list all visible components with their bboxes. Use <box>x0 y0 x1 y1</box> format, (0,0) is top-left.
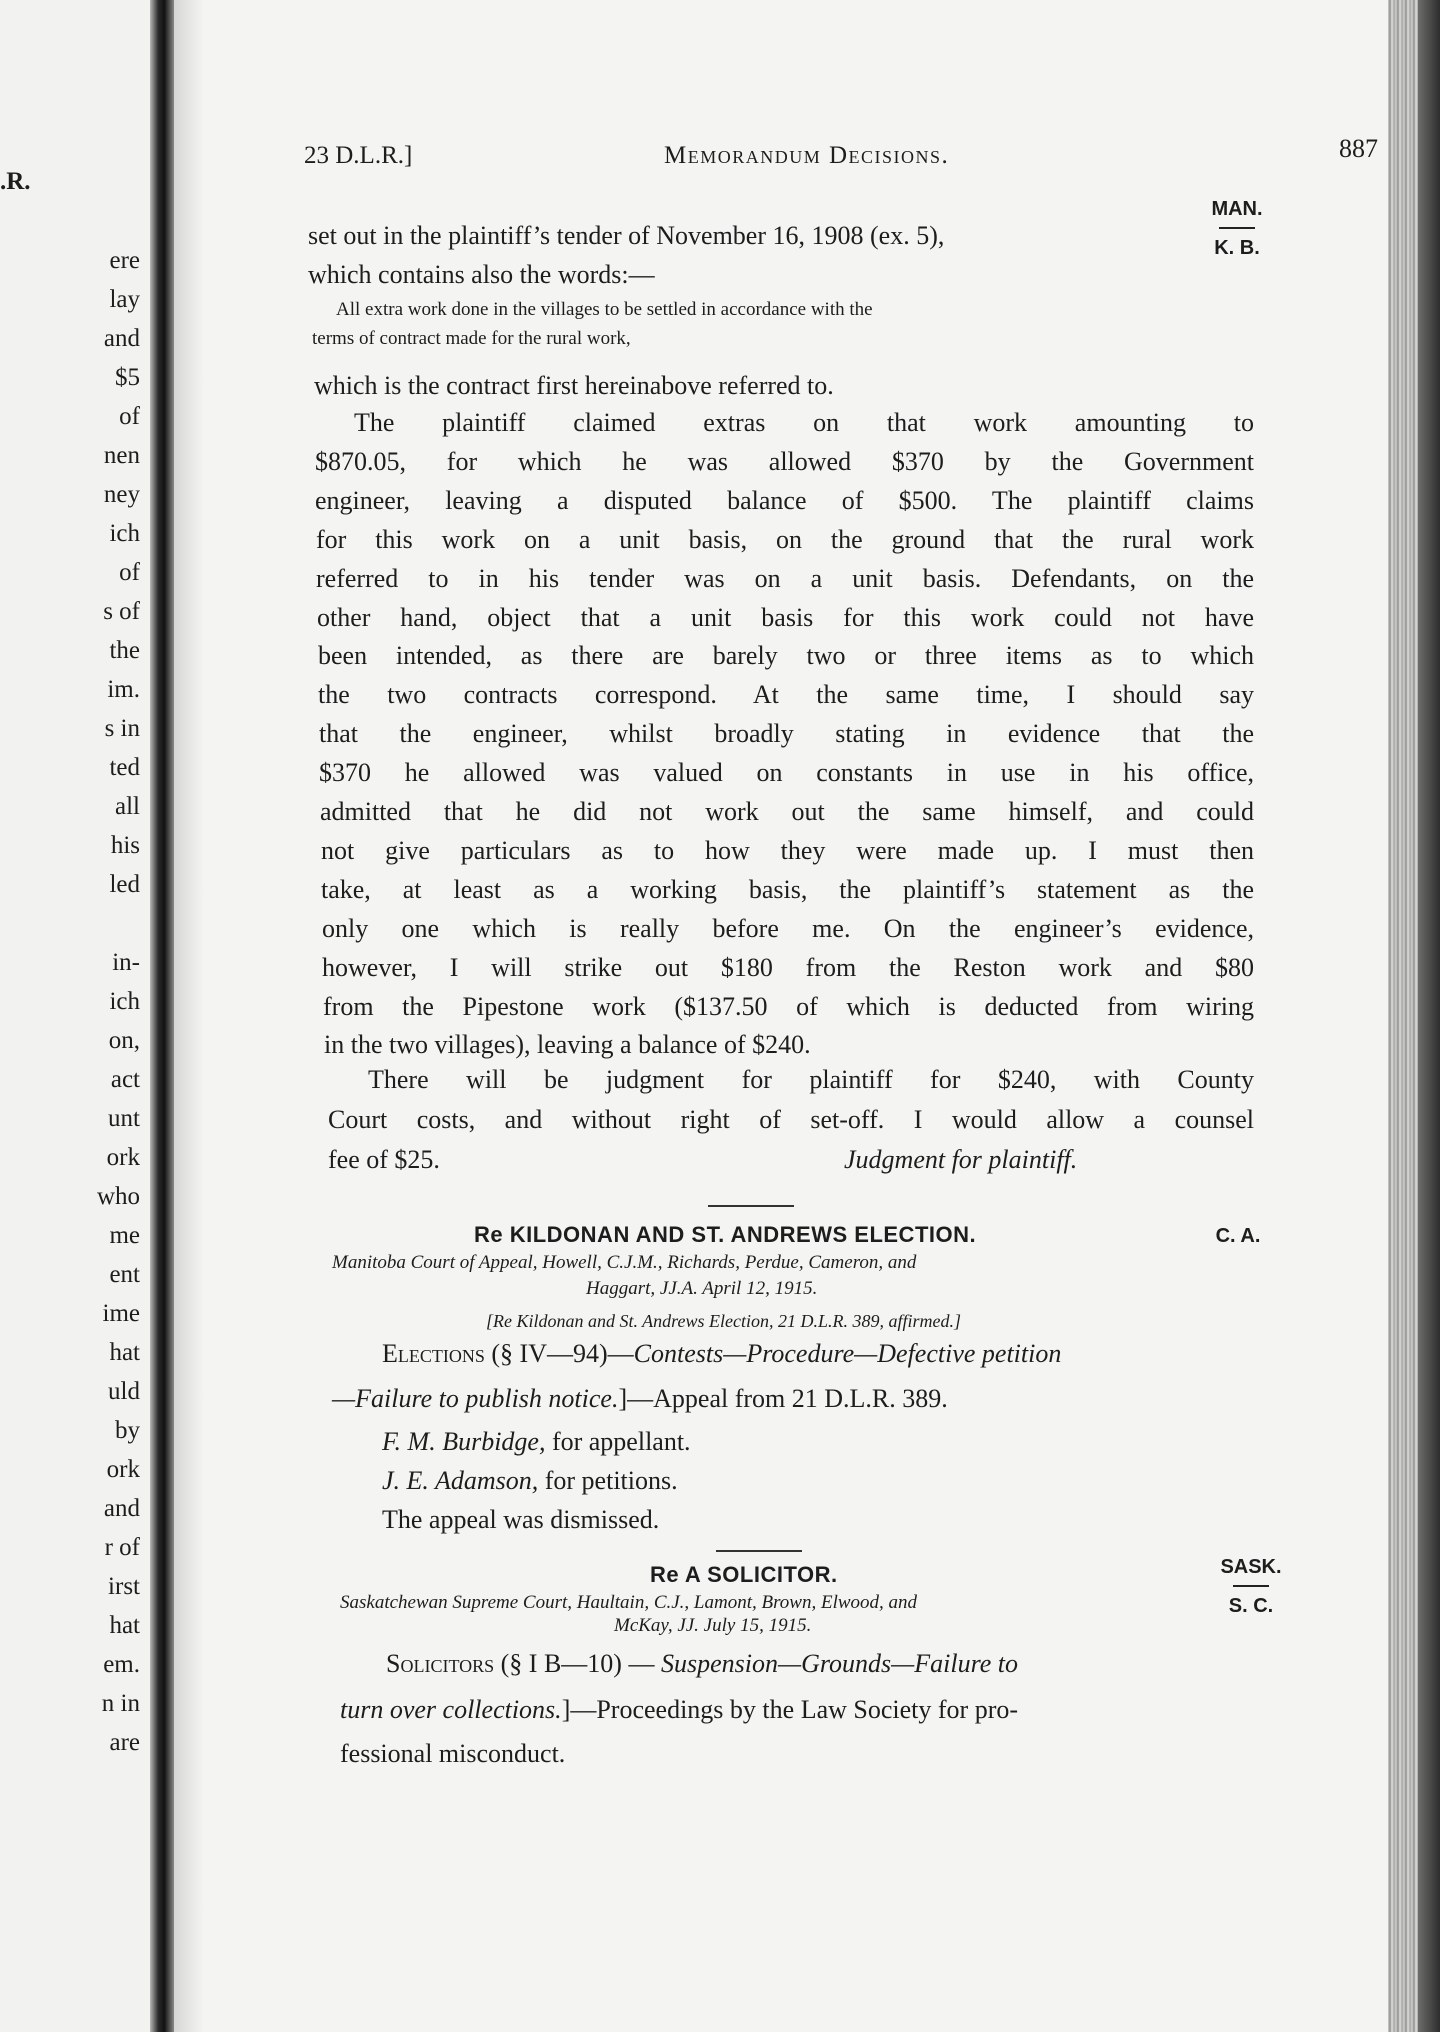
left-page-fragment: ork <box>106 1144 140 1171</box>
body-line: There will be judgment for plaintiff for $240, with County <box>368 1065 1254 1094</box>
left-page-fragment: lay <box>109 286 140 313</box>
body-line: which is the contract first hereinabove referred to. <box>314 371 834 400</box>
headnote-appeal: ]—Appeal from 21 D.L.R. 389. <box>618 1384 948 1413</box>
court-line-1: Saskatchewan Supreme Court, Haultain, C.J., Lamont, Brown, Elwood, and <box>340 1592 918 1613</box>
counsel-name: F. M. Burbidge, <box>382 1427 546 1456</box>
left-page-fragment: ich <box>109 520 140 547</box>
body-line: engineer, leaving a disputed balance of $500. The plaintiff claims <box>315 485 1254 515</box>
left-page-fragment: $5 <box>115 364 140 391</box>
headnote-subject: —Failure to publish notice. <box>332 1384 619 1413</box>
margin-court: K. B. <box>1214 237 1260 259</box>
margin-note-sask <box>1211 1556 1291 1618</box>
page-number: 887 <box>1339 134 1378 163</box>
left-page-fragment: of <box>119 559 140 586</box>
left-page-fragment: r of <box>104 1534 140 1561</box>
case-reference: [Re Kildonan and St. Andrews Election, 21 D.L.R. 389, affirmed.] <box>486 1311 961 1331</box>
left-page-fragment: and <box>103 325 140 352</box>
case-result: The appeal was dismissed. <box>382 1505 660 1534</box>
body-line: $870.05, for which he was allowed $370 by the Government <box>315 446 1254 476</box>
body-line: the two contracts correspond. At the same time, I should say <box>318 680 1254 710</box>
body-line: The plaintiff claimed extras on that work amounting to <box>354 408 1254 437</box>
page-stack-shadow <box>1418 0 1440 2032</box>
headnote-line-2 <box>332 1381 948 1417</box>
left-page-fragment: nen <box>103 442 140 469</box>
headnote-topic: Solicitors <box>386 1649 495 1678</box>
judgment-line: Judgment for plaintiff. <box>844 1145 1078 1174</box>
body-line: not give particulars as to how they were made up. I must then <box>321 835 1254 865</box>
left-page-fragment: his <box>110 832 140 859</box>
left-page-fragment: act <box>110 1066 140 1093</box>
body-line: which contains also the words:— <box>308 260 655 289</box>
body-line: take, at least as a working basis, the plaintiff’s statement as the <box>321 874 1254 904</box>
left-page-fragment: ent <box>109 1261 140 1288</box>
left-page-fragment: ork <box>106 1456 140 1483</box>
left-page-fragment: the <box>109 637 140 664</box>
body-line: terms of contract made for the rural work, <box>312 328 631 349</box>
body-line: set out in the plaintiff’s tender of November 16, 1908 (ex. 5), <box>308 221 945 250</box>
headnote-line-3: fessional misconduct. <box>340 1739 566 1768</box>
left-page-fragment: s in <box>104 715 140 742</box>
left-page-fragment: of <box>119 403 140 430</box>
left-page-fragment: s of <box>103 598 140 625</box>
counsel-petitioner <box>382 1463 678 1499</box>
left-page-fragment: hat <box>109 1612 140 1639</box>
body-line: only one which is really before me. On the engineer’s evidence, <box>322 913 1254 943</box>
counsel-role: for petitions. <box>538 1466 678 1495</box>
body-line: All extra work done in the villages to be settled in accordance with the <box>336 299 873 320</box>
left-page-fragment: em. <box>103 1651 140 1678</box>
left-page-fragment: ere <box>109 247 140 274</box>
gutter-shadow <box>174 0 204 2032</box>
section-divider <box>716 1550 802 1552</box>
left-page-fragment: ted <box>109 754 140 781</box>
left-page-fragment: uld <box>108 1378 140 1405</box>
headnote-subject: Suspension—Grounds—Failure to <box>660 1649 1018 1678</box>
body-line: that the engineer, whilst broadly stating in evidence that the <box>319 719 1254 749</box>
volume-label: 23 D.L.R.] <box>304 142 413 169</box>
headnote-line-1 <box>386 1646 1018 1682</box>
headnote-section: (§ IV—94)— <box>484 1339 634 1368</box>
left-page-fragment: ich <box>109 988 140 1015</box>
left-page-fragment: on, <box>108 1027 140 1054</box>
body-line: referred to in his tender was on a unit basis. Defendants, on the <box>316 563 1254 593</box>
headnote-line-2 <box>340 1692 1018 1728</box>
body-line: in the two villages), leaving a balance of $240. <box>324 1030 811 1060</box>
section-title: Memorandum Decisions. <box>664 142 950 169</box>
case-title-kildonan: Re KILDONAN AND ST. ANDREWS ELECTION. <box>474 1222 977 1247</box>
running-head <box>304 134 1414 176</box>
body-line: admitted that he did not work out the same himself, and could <box>320 797 1254 826</box>
body-line: other hand, object that a unit basis for this work could not have <box>317 602 1254 632</box>
left-page-fragment: irst <box>108 1573 140 1600</box>
margin-note-man <box>1197 198 1277 260</box>
left-page-fragment: im. <box>107 676 140 703</box>
headnote-section: (§ I B—10) — <box>494 1649 661 1678</box>
book-gutter <box>150 0 174 2032</box>
margin-court: S. C. <box>1228 1595 1274 1617</box>
body-line: fee of $25. <box>328 1145 440 1174</box>
margin-rule <box>1219 227 1255 229</box>
margin-province: MAN. <box>1211 198 1263 220</box>
body-line: been intended, as there are barely two or three items as to which <box>318 641 1254 671</box>
left-page-fragment: ney <box>103 481 140 508</box>
headnote-subject: Contests—Procedure—Defective petition <box>633 1339 1062 1368</box>
left-page-fragment: are <box>109 1729 140 1756</box>
left-page-fragment: unt <box>108 1105 140 1132</box>
headnote-topic: Elections <box>382 1339 485 1368</box>
court-line-2: Haggart, JJ.A. April 12, 1915. <box>586 1278 818 1299</box>
left-page-fragment: by <box>115 1417 140 1444</box>
margin-note-ca <box>1198 1225 1278 1248</box>
left-page-fragment: ime <box>102 1300 140 1327</box>
body-line: however, I will strike out $180 from the Reston work and $80 <box>322 952 1254 982</box>
section-divider <box>708 1205 794 1207</box>
left-page-fragment: hat <box>109 1339 140 1366</box>
body-line: Court costs, and without right of set-off. I would allow a counsel <box>328 1105 1254 1134</box>
counsel-name: J. E. Adamson, <box>382 1466 539 1495</box>
margin-court: C. A. <box>1215 1225 1261 1247</box>
left-page-fragment: and <box>103 1495 140 1522</box>
counsel-appellant <box>382 1424 691 1460</box>
court-line-1: Manitoba Court of Appeal, Howell, C.J.M., Richards, Perdue, Cameron, and <box>332 1252 917 1273</box>
court-line-2: McKay, JJ. July 15, 1915. <box>614 1615 812 1636</box>
margin-province: SASK. <box>1220 1556 1282 1578</box>
headnote-line-1 <box>382 1336 1061 1372</box>
left-page-fragment: n in <box>101 1690 140 1717</box>
left-page-fragment: all <box>115 793 140 820</box>
left-page-fragment: me <box>109 1222 140 1249</box>
left-facing-page <box>0 0 150 2032</box>
counsel-role: for appellant. <box>545 1427 691 1456</box>
left-page-fragment: who <box>96 1183 140 1210</box>
case-title-solicitor: Re A SOLICITOR. <box>650 1562 838 1587</box>
margin-rule <box>1233 1585 1269 1587</box>
headnote-description: ]—Proceedings by the Law Society for pro- <box>561 1695 1019 1724</box>
left-page-fragment: in- <box>112 949 140 976</box>
page <box>204 0 1388 2032</box>
body-line: for this work on a unit basis, on the ground that the rural work <box>316 524 1254 554</box>
headnote-subject: turn over collections. <box>340 1695 562 1724</box>
body-line: $370 he allowed was valued on constants in use in his office, <box>319 758 1254 788</box>
body-line: from the Pipestone work ($137.50 of which is deducted from wiring <box>323 991 1254 1021</box>
left-page-fragment: led <box>109 871 140 898</box>
left-page-header: .R. <box>0 168 31 195</box>
